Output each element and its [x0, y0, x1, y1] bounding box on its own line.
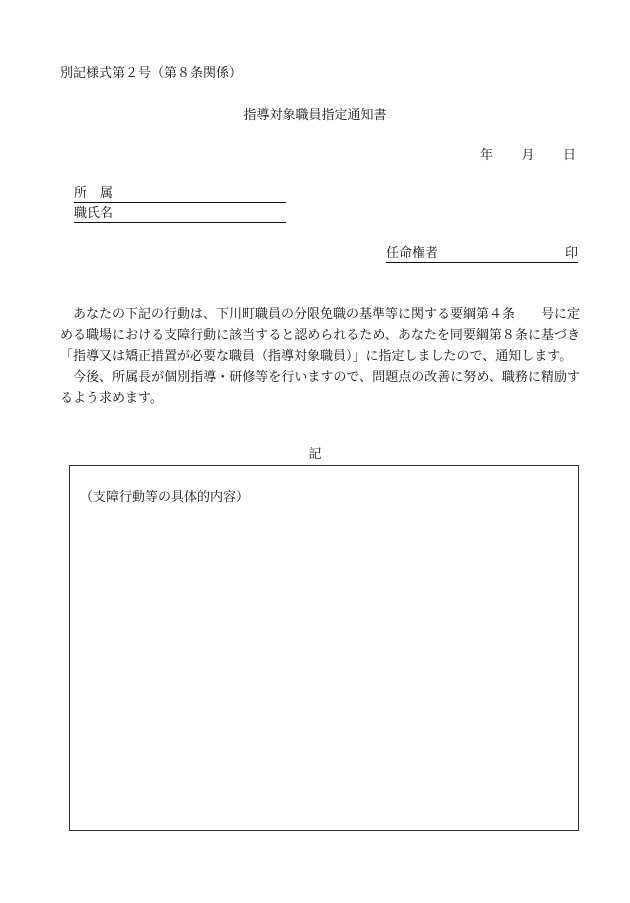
job-title-name-label: 職氏名	[74, 206, 114, 221]
notice-body	[60, 304, 580, 409]
document-title: 指導対象職員指定通知書	[243, 108, 387, 123]
notice-paragraph-2: 今後、所属長が個別指導・研修等を行いますので、問題点の改善に努め、職務に精励するよう求めます。	[60, 370, 580, 406]
appointing-authority-label: 任命権者	[386, 246, 439, 261]
details-box-label: （支障行動等の具体的内容）	[80, 490, 250, 505]
affiliation-label: 所 属	[74, 186, 114, 201]
form-number: 別記様式第２号（第８条関係）	[60, 66, 243, 81]
details-box	[69, 465, 579, 831]
record-heading: 記	[308, 447, 322, 462]
date-day-label: 日	[562, 148, 576, 163]
appointing-authority-field	[386, 246, 578, 263]
date-year-label: 年	[480, 148, 494, 163]
date-month-label: 月	[521, 148, 535, 163]
notice-paragraph-1: あなたの下記の行動は、下川町職員の分限免職の基準等に関する要綱第４条 号に定める職場における支障行動に該当すると認められるため、あなたを同要綱第８条に基づき「指導又は矯正措置が必要な職員（指導対象職員）」に指定しましたので、通知します。	[60, 307, 581, 364]
job-title-name-field	[74, 206, 286, 223]
seal-mark: 印	[564, 246, 578, 261]
date-line	[480, 148, 576, 164]
affiliation-field	[74, 186, 286, 203]
